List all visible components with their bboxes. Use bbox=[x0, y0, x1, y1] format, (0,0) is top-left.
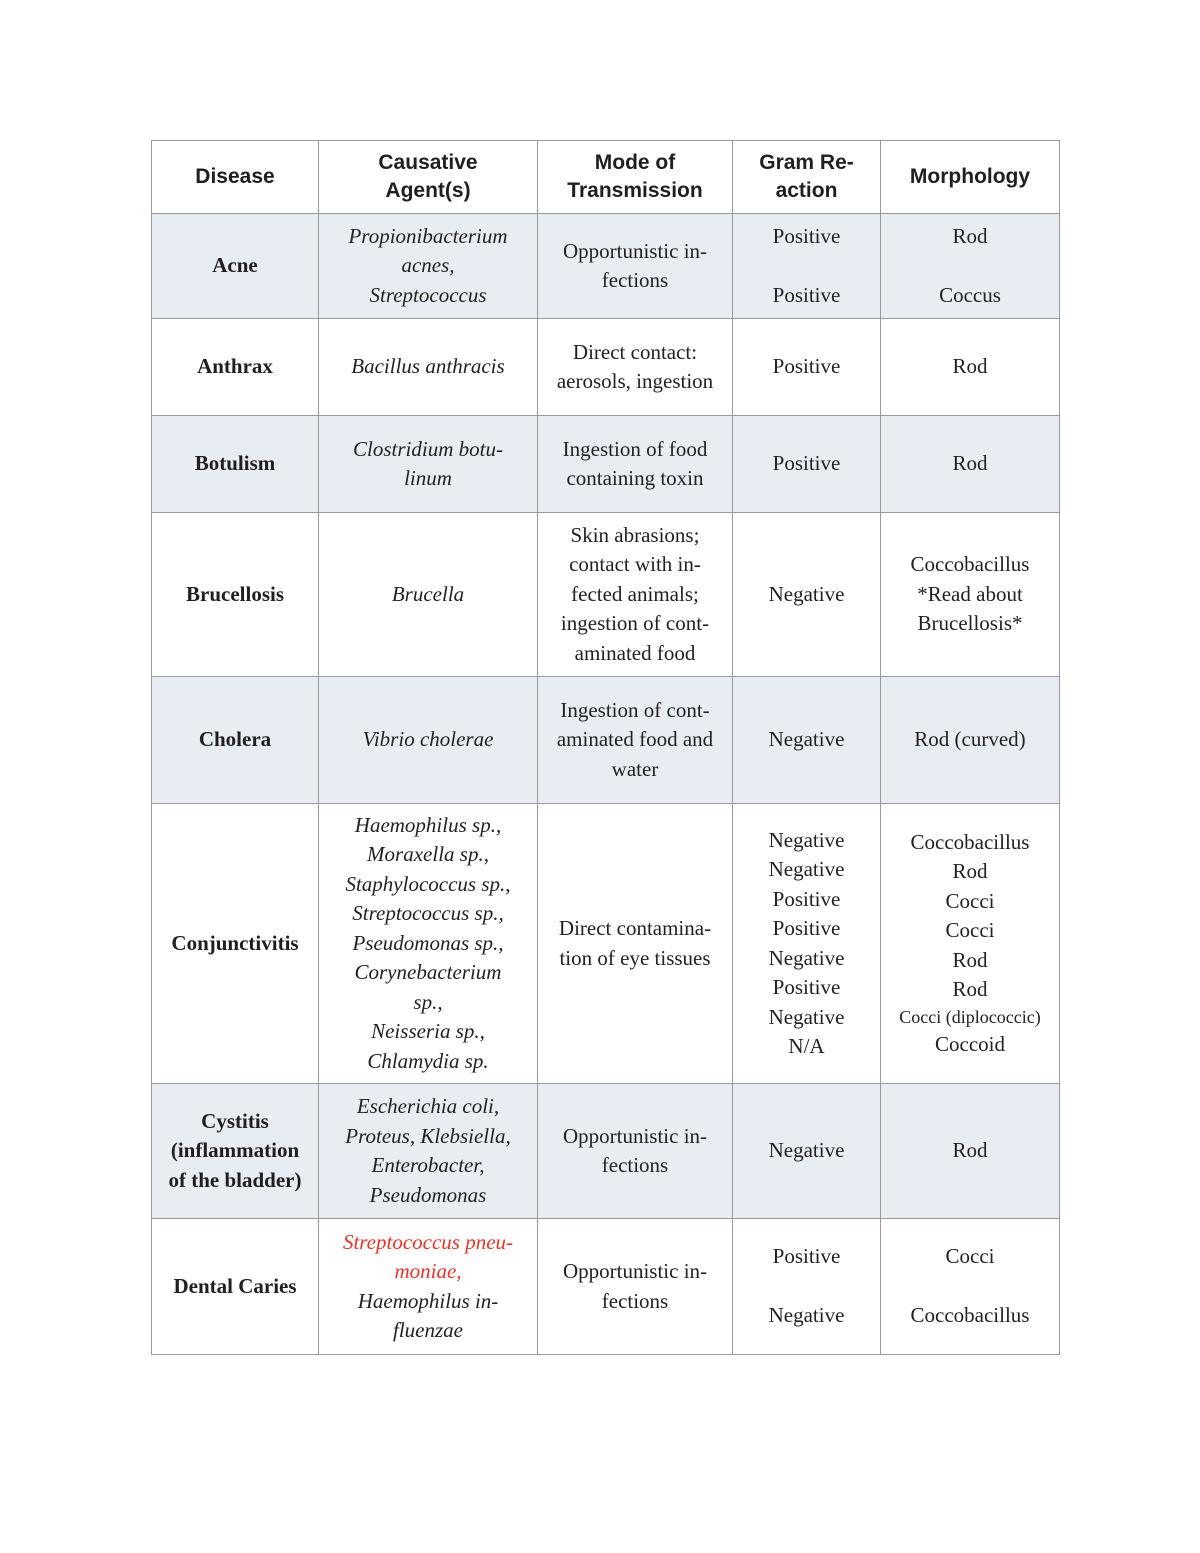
cell-causative-agent: Propionibacterium acnes, Streptococcus bbox=[319, 214, 538, 319]
table-row-acne bbox=[152, 214, 1060, 319]
table-row-dental-caries bbox=[152, 1219, 1060, 1355]
cell-causative-agent: Escherichia coli, Proteus, Klebsiella, Enterobacter, Pseudomonas bbox=[319, 1084, 538, 1219]
cell-causative-agent: Streptococcus pneu- moniae, Haemophilus in- fluenzae bbox=[319, 1219, 538, 1355]
cell-disease: Dental Caries bbox=[152, 1219, 319, 1355]
table-row-botulism bbox=[152, 416, 1060, 513]
cell-disease: Acne bbox=[152, 214, 319, 319]
cell-causative-agent: Brucella bbox=[319, 513, 538, 677]
cell-morphology: Rod bbox=[881, 416, 1060, 513]
cell-disease: Conjunctivitis bbox=[152, 804, 319, 1084]
table-row-cystitis bbox=[152, 1084, 1060, 1219]
cell-morphology: Rod (curved) bbox=[881, 677, 1060, 804]
cell-mode-of-transmission: Opportunistic in- fections bbox=[538, 1219, 733, 1355]
cell-gram-reaction: Negative bbox=[733, 513, 881, 677]
highlighted-agent-text: Streptococcus pneu- bbox=[342, 1229, 514, 1254]
cell-mode-of-transmission: Opportunistic in- fections bbox=[538, 214, 733, 319]
cell-mode-of-transmission: Direct contact: aerosols, ingestion bbox=[538, 319, 733, 416]
table-row-conjunctivitis bbox=[152, 804, 1060, 1084]
cell-mode-of-transmission: Direct contamina- tion of eye tissues bbox=[538, 804, 733, 1084]
header-mode-of-transmission: Mode of Transmission bbox=[538, 141, 733, 214]
header-gram-reaction: Gram Re- action bbox=[733, 141, 881, 214]
table-row-anthrax bbox=[152, 319, 1060, 416]
cell-disease: Anthrax bbox=[152, 319, 319, 416]
cell-mode-of-transmission: Ingestion of food containing toxin bbox=[538, 416, 733, 513]
header-disease: Disease bbox=[152, 141, 319, 214]
cell-morphology: Cocci Coccobacillus bbox=[881, 1219, 1060, 1355]
cell-gram-reaction: Negative Negative Positive Positive Negative Positive Negative N/A bbox=[733, 804, 881, 1084]
cell-disease: Cholera bbox=[152, 677, 319, 804]
cell-gram-reaction: Negative bbox=[733, 677, 881, 804]
cell-gram-reaction: Positive Positive bbox=[733, 214, 881, 319]
cell-mode-of-transmission: Ingestion of cont- aminated food and water bbox=[538, 677, 733, 804]
header-morphology: Morphology bbox=[881, 141, 1060, 214]
table-row-cholera bbox=[152, 677, 1060, 804]
cell-gram-reaction: Positive bbox=[733, 416, 881, 513]
cell-morphology: Coccobacillus Rod Cocci Cocci Rod Rod Cocci (diplococcic) Coccoid bbox=[881, 804, 1060, 1084]
disease-table bbox=[151, 140, 1060, 1355]
cell-disease: Botulism bbox=[152, 416, 319, 513]
cell-disease: Brucellosis bbox=[152, 513, 319, 677]
cell-morphology: Rod bbox=[881, 319, 1060, 416]
cell-gram-reaction: Negative bbox=[733, 1084, 881, 1219]
cell-causative-agent: Clostridium botu- linum bbox=[319, 416, 538, 513]
cell-causative-agent: Vibrio cholerae bbox=[319, 677, 538, 804]
cell-causative-agent: Haemophilus sp., Moraxella sp., Staphylococcus sp., Streptococcus sp., Pseudomonas sp., Corynebacterium sp., Neisseria sp., Chlamydia sp. bbox=[319, 804, 538, 1084]
cell-morphology: Rod Coccus bbox=[881, 214, 1060, 319]
table-row-brucellosis bbox=[152, 513, 1060, 677]
cell-gram-reaction: Positive Negative bbox=[733, 1219, 881, 1355]
cell-causative-agent: Bacillus anthracis bbox=[319, 319, 538, 416]
cell-morphology: Coccobacillus *Read about Brucellosis* bbox=[881, 513, 1060, 677]
cell-disease: Cystitis (inflammation of the bladder) bbox=[152, 1084, 319, 1219]
highlighted-agent-text: moniae, bbox=[394, 1259, 462, 1283]
cell-mode-of-transmission: Skin abrasions; contact with in- fected animals; ingestion of cont- aminated food bbox=[538, 513, 733, 677]
cell-mode-of-transmission: Opportunistic in- fections bbox=[538, 1084, 733, 1219]
header-causative-agents: Causative Agent(s) bbox=[319, 141, 538, 214]
cell-morphology: Rod bbox=[881, 1084, 1060, 1219]
header-row bbox=[152, 141, 1060, 214]
cell-gram-reaction: Positive bbox=[733, 319, 881, 416]
